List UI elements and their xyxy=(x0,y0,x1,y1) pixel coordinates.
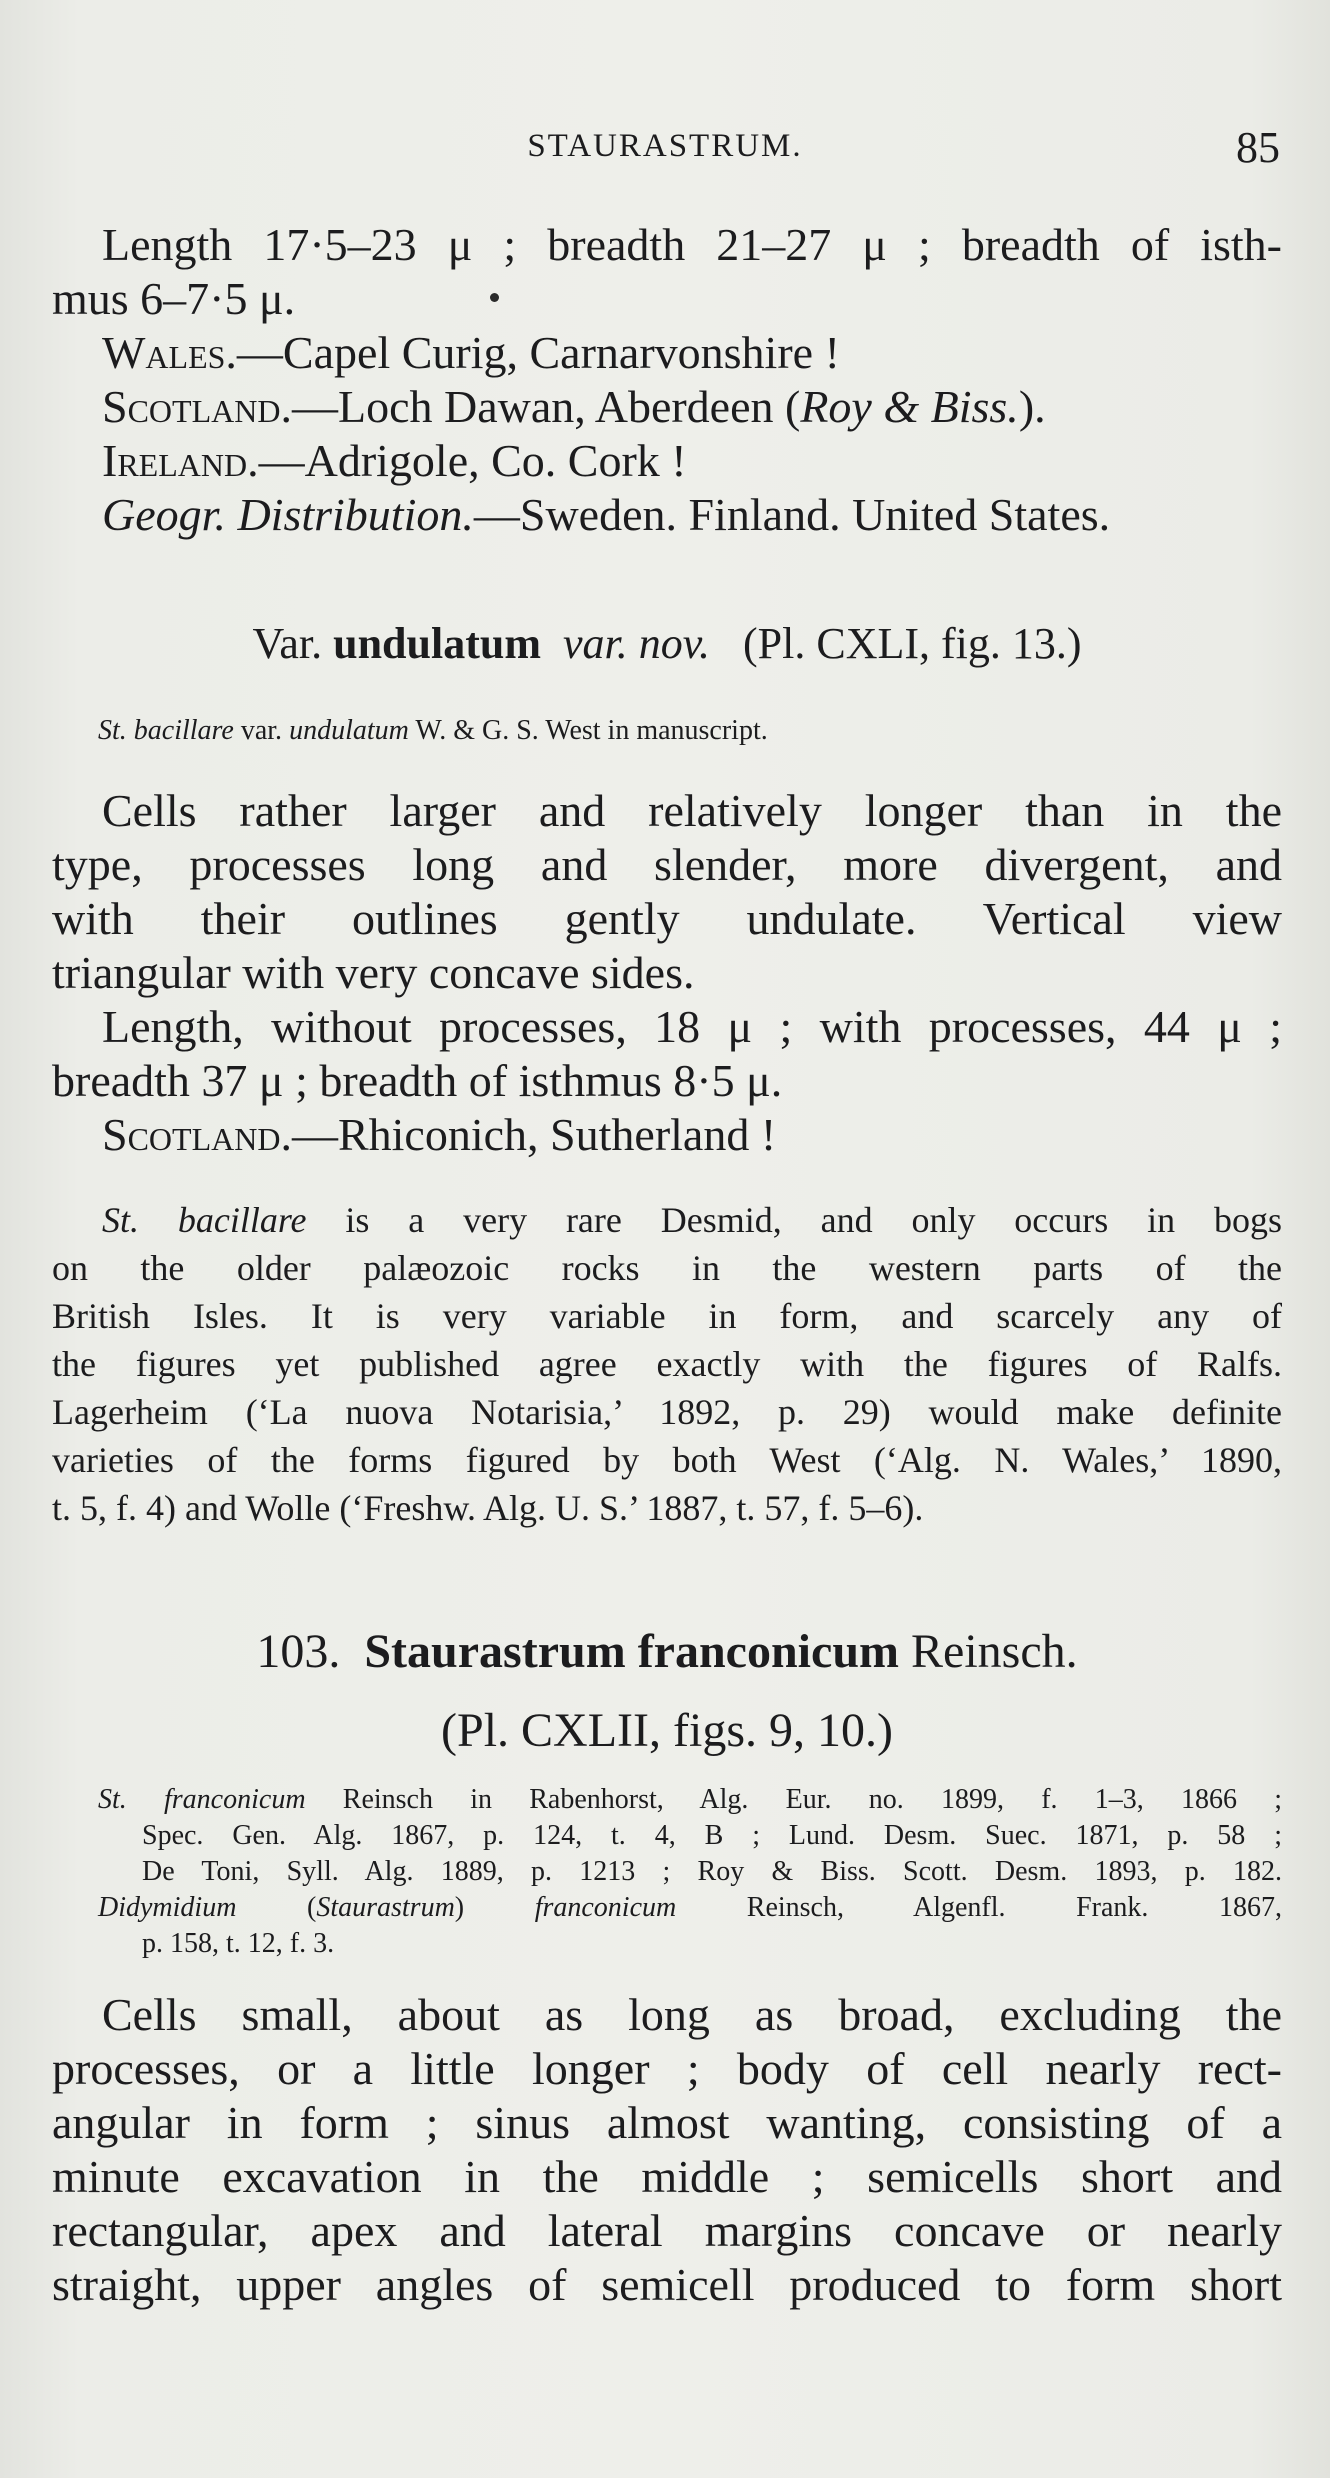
note-line: t. 5, f. 4) and Wolle (‘Freshw. Alg. U. S.’ 1887, t. 57, f. 5–6). xyxy=(52,1488,924,1528)
note-line: the figures yet published agree exactly with the figures of Ralfs. xyxy=(52,1344,1282,1384)
species-heading xyxy=(52,1624,1282,1679)
authority: Roy & Biss. xyxy=(800,381,1019,432)
region-label: Scotland. xyxy=(102,1109,292,1160)
measurement-line: breadth 37 μ ; breadth of isthmus 8·5 μ. xyxy=(52,1055,783,1106)
region-label: Ireland. xyxy=(102,435,259,486)
variety-synonym: St. bacillare var. undulatum W. & G. S. West in manuscript. xyxy=(98,715,768,746)
species-name: Staurastrum franconicum xyxy=(364,1625,899,1678)
reference-line: De Toni, Syll. Alg. 1889, p. 1213 ; Roy & Biss. Scott. Desm. 1893, p. 182. xyxy=(142,1856,1282,1887)
reference-line: Spec. Gen. Alg. 1867, p. 124, t. 4, B ; Lund. Desm. Suec. 1871, p. 58 ; xyxy=(142,1820,1282,1851)
synonym-variety: undulatum xyxy=(289,715,409,746)
locality-ireland xyxy=(52,434,1282,488)
species-references xyxy=(52,1782,1282,1962)
running-title: STAURASTRUM. xyxy=(527,128,803,164)
species-author: Reinsch. xyxy=(911,1625,1078,1678)
note-line: St. bacillare is a very rare Desmid, and only occurs in bogs xyxy=(102,1200,1283,1240)
description-line: triangular with very concave sides. xyxy=(52,947,695,998)
measurement-line: mus 6–7·5 μ. xyxy=(52,273,296,324)
variety-status: var. nov. xyxy=(562,619,711,668)
note-line: British Isles. It is very variable in form, and scarcely any of xyxy=(52,1296,1282,1336)
locality-text: —Adrigole, Co. Cork ! xyxy=(258,435,687,486)
synonym-name: St. bacillare xyxy=(98,715,234,746)
variety-description xyxy=(52,784,1282,1162)
locality-text: —Rhiconich, Sutherland ! xyxy=(291,1109,777,1160)
description-line: straight, upper angles of semicell produced to form short xyxy=(52,2259,1282,2310)
description-line: with their outlines gently undulate. Vertical view xyxy=(52,893,1282,944)
measurements-block xyxy=(52,218,1282,542)
locality-wales xyxy=(52,326,1282,380)
variety-heading xyxy=(52,618,1282,669)
region-label: Wales. xyxy=(102,327,237,378)
measurement-line: Length, without processes, 18 μ ; with processes, 44 μ ; xyxy=(102,1001,1282,1052)
reference-name: St. franconicum xyxy=(98,1784,306,1815)
description-line: Cells rather larger and relatively longer than in the xyxy=(102,785,1282,836)
distribution-label: Geogr. Distribution. xyxy=(102,489,474,540)
description-line: processes, or a little longer ; body of cell nearly rect- xyxy=(52,2043,1282,2094)
species-description xyxy=(52,1988,1282,2312)
species-number: 103. xyxy=(256,1625,341,1678)
reference-line: St. franconicum Reinsch in Rabenhorst, Alg. Eur. no. 1899, f. 1–3, 1866 ; xyxy=(98,1784,1282,1815)
variety-plate: (Pl. CXLI, fig. 13.) xyxy=(743,619,1082,668)
note-line: Lagerheim (‘La nuova Notarisia,’ 1892, p. 29) would make definite xyxy=(52,1392,1282,1432)
description-line: angular in form ; sinus almost wanting, consisting of a xyxy=(52,2097,1282,2148)
variety-name: undulatum xyxy=(333,619,541,668)
locality-text: —Loch Dawan, Aberdeen ( xyxy=(291,381,801,432)
geographic-distribution xyxy=(52,488,1282,542)
measurement-line: Length 17·5–23 μ ; breadth 21–27 μ ; breadth of isth- xyxy=(102,219,1282,270)
species-plate: (Pl. CXLII, figs. 9, 10.) xyxy=(441,1704,893,1757)
note-line: varieties of the forms figured by both West (‘Alg. N. Wales,’ 1890, xyxy=(52,1440,1282,1480)
description-line: Cells small, about as long as broad, excluding the xyxy=(102,1989,1282,2040)
reference-line: Didymidium (Staurastrum) franconicum Reinsch, Algenfl. Frank. 1867, xyxy=(98,1892,1282,1923)
note-line: on the older palæozoic rocks in the western parts of the xyxy=(52,1248,1282,1288)
locality-scotland xyxy=(52,1108,1282,1162)
region-label: Scotland. xyxy=(102,381,292,432)
stray-dot xyxy=(490,293,499,302)
note-paragraph xyxy=(52,1196,1282,1532)
species-ref: St. bacillare xyxy=(102,1200,307,1240)
page-number: 85 xyxy=(1236,123,1280,172)
locality-text: —Capel Curig, Carnarvonshire ! xyxy=(236,327,840,378)
variety-prefix: Var. xyxy=(252,619,334,668)
locality-text: ). xyxy=(1018,381,1046,432)
description-line: type, processes long and slender, more divergent, and xyxy=(52,839,1282,890)
page-header xyxy=(0,123,1330,178)
locality-scotland xyxy=(52,380,1282,434)
reference-line: p. 158, t. 12, f. 3. xyxy=(142,1928,335,1959)
distribution-text: —Sweden. Finland. United States. xyxy=(473,489,1111,540)
description-line: minute excavation in the middle ; semicells short and xyxy=(52,2151,1282,2202)
description-line: rectangular, apex and lateral margins concave or nearly xyxy=(52,2205,1282,2256)
